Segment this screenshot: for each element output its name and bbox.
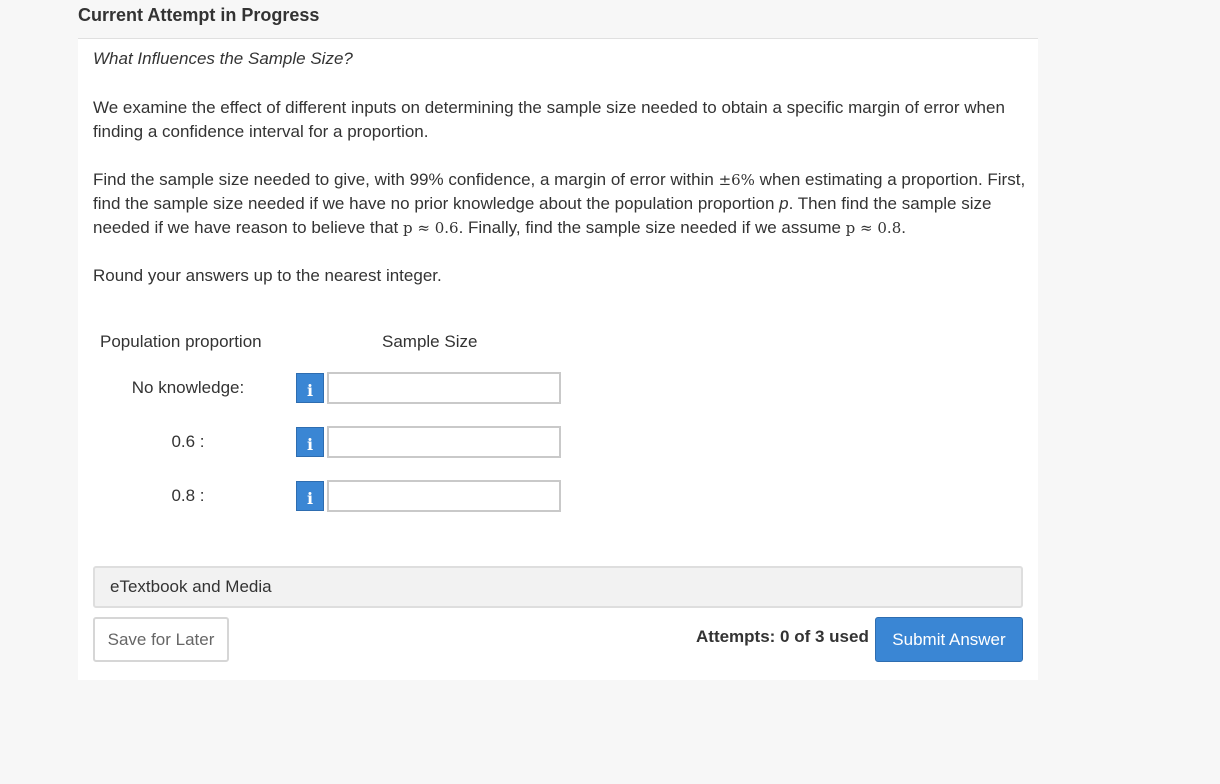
row-label-0-8: 0.8 :: [171, 486, 205, 505]
question-body-part5: .: [901, 218, 906, 237]
status-bar: [78, 0, 1038, 39]
submit-answer-button[interactable]: Submit Answer: [875, 617, 1023, 662]
etextbook-media-toggle[interactable]: [93, 566, 1023, 608]
answer-input-0-6[interactable]: [327, 426, 561, 458]
answer-input-no-knowledge[interactable]: [327, 372, 561, 404]
answer-input-0-8[interactable]: [327, 480, 561, 512]
status-title: Current Attempt in Progress: [78, 5, 320, 25]
question-instruction: Round your answers up to the nearest integer.: [93, 266, 442, 285]
question-body-part1: Find the sample size needed to give, with 99% confidence, a margin of error within: [93, 170, 719, 189]
approx-math-2: p ≈ 0.8: [845, 219, 902, 237]
info-icon[interactable]: i: [296, 481, 324, 511]
etextbook-media-label: eTextbook and Media: [110, 577, 272, 596]
question-body-part2: when estimating a proportion. First, find the sample size needed if we have no prior knowledge about the population proportion: [93, 170, 1026, 213]
row-label-no-knowledge: No knowledge:: [131, 378, 245, 397]
info-icon[interactable]: i: [296, 373, 324, 403]
question-body-part3: . Then find the sample size needed if we have reason to believe that: [93, 194, 992, 237]
row-label-0-6: 0.6 :: [171, 432, 205, 451]
attempts-counter: Attempts: 0 of 3 used: [696, 627, 869, 646]
question-body-part4: . Finally, find the sample size needed if we assume: [458, 218, 846, 237]
question-intro: We examine the effect of different inputs on determining the sample size needed to obtain a specific margin of error when finding a confidence interval for a proportion.: [93, 98, 1005, 141]
question-title: What Influences the Sample Size?: [93, 49, 353, 68]
header-population-proportion: Population proportion: [100, 332, 262, 351]
approx-math-1: p ≈ 0.6: [403, 219, 459, 237]
header-sample-size: Sample Size: [382, 332, 478, 351]
info-icon[interactable]: i: [296, 427, 324, 457]
save-for-later-button[interactable]: Save for Later: [93, 617, 229, 662]
question-body: [93, 168, 1028, 240]
margin-math: ±6%: [718, 171, 755, 189]
question-panel: [78, 39, 1038, 680]
p-variable: p: [779, 194, 789, 213]
